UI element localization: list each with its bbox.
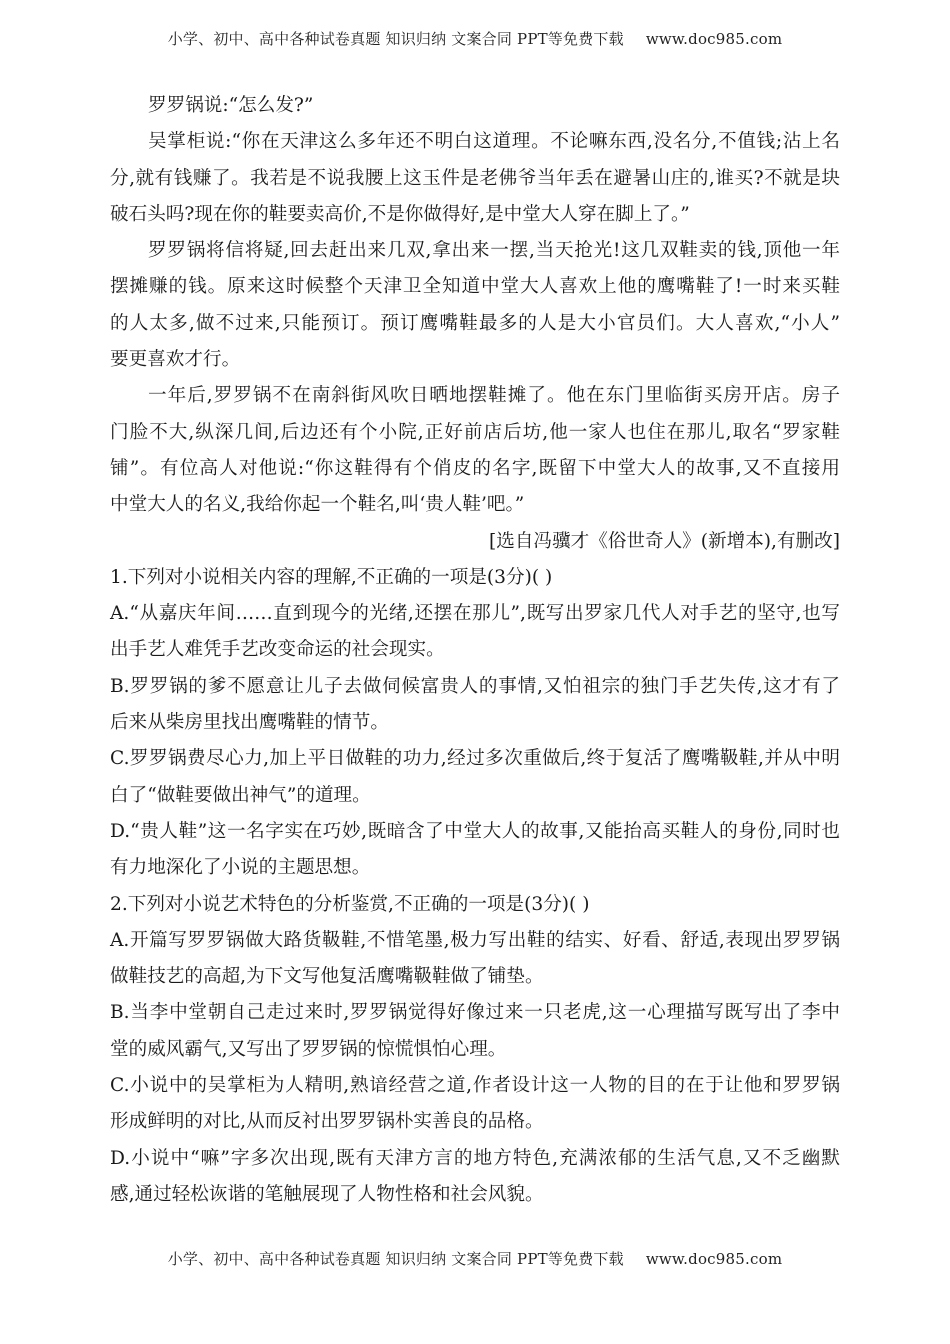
question-2-option-c: C.小说中的吴掌柜为人精明,熟谙经营之道,作者设计这一人物的目的在于让他和罗罗锅	[110, 1075, 840, 1097]
text-line: 一年后,罗罗锅不在南斜街风吹日晒地摆鞋摊了。他在东门里临街买房开店。房子	[148, 385, 840, 407]
footer-text: 小学、初中、高中各种试卷真题 知识归纳 文案合同 PPT等免费下载	[167, 1250, 624, 1268]
text-line: 的人太多,做不过来,只能预订。预订鹰嘴鞋最多的人是大小官员们。大人喜欢,“小人”	[110, 312, 840, 334]
text-line: 形成鲜明的对比,从而反衬出罗罗锅朴实善良的品格。	[110, 1111, 544, 1133]
question-2-option-a: A.开篇写罗罗锅做大路货靸鞋,不惜笔墨,极力写出鞋的结实、好看、舒适,表现出罗罗锅	[110, 929, 840, 951]
text-line: 白了“做鞋要做出神气”的道理。	[110, 784, 371, 806]
document-body	[110, 88, 840, 1213]
text-line: 中堂大人的名义,我给你起一个鞋名,叫‘贵人鞋’吧。”	[110, 494, 525, 516]
text-line: 罗罗锅将信将疑,回去赶出来几双,拿出来一摆,当天抢光!这几双鞋卖的钱,顶他一年	[148, 240, 840, 262]
header-text: 小学、初中、高中各种试卷真题 知识归纳 文案合同 PPT等免费下载	[167, 30, 624, 48]
question-2-option-b: B.当李中堂朝自己走过来时,罗罗锅觉得好像过来一只老虎,这一心理描写既写出了李中	[110, 1002, 840, 1024]
text-line: 分,就有钱赚了。我若是不说我腰上这玉件是老佛爷当年丢在避暑山庄的,谁买?不就是块	[110, 167, 840, 189]
source-citation: [选自冯骥才《俗世奇人》(新增本),有删改]	[488, 530, 840, 552]
question-2-option-d: D.小说中“嘛”字多次出现,既有天津方言的地方特色,充满浓郁的生活气息,又不乏幽默	[110, 1147, 840, 1169]
text-line: 感,通过轻松诙谐的笔触展现了人物性格和社会风貌。	[110, 1183, 544, 1205]
question-1-stem: 1.下列对小说相关内容的理解,不正确的一项是(3分)( )	[110, 566, 553, 588]
text-line: 后来从柴房里找出鹰嘴鞋的情节。	[110, 712, 389, 734]
text-line: 门脸不大,纵深几间,后边还有个小院,正好前店后坊,他一家人也住在那儿,取名“罗家鞋	[110, 421, 840, 443]
page-footer	[0, 1248, 950, 1269]
header-url[interactable]: www.doc985.com	[645, 30, 783, 48]
question-1-option-b: B.罗罗锅的爹不愿意让儿子去做伺候富贵人的事情,又怕祖宗的独门手艺失传,这才有了	[110, 675, 840, 697]
text-line: 破石头吗?现在你的鞋要卖高价,不是你做得好,是中堂大人穿在脚上了。”	[110, 203, 690, 225]
text-line: 堂的威风霸气,又写出了罗罗锅的惊慌惧怕心理。	[110, 1038, 507, 1060]
text-line: 摆摊赚的钱。原来这时候整个天津卫全知道中堂大人喜欢上他的鹰嘴鞋了!一时来买鞋	[110, 276, 840, 298]
text-line: 有力地深化了小说的主题思想。	[110, 857, 371, 879]
text-line: 铺”。有位高人对他说:“你这鞋得有个俏皮的名字,既留下中堂大人的故事,又不直接用	[110, 457, 840, 479]
text-line: 吴掌柜说:“你在天津这么多年还不明白这道理。不论嘛东西,没名分,不值钱;沾上名	[148, 131, 840, 153]
text-line: 要更喜欢才行。	[110, 349, 241, 371]
text-line: 出手艺人难凭手艺改变命运的社会现实。	[110, 639, 445, 661]
footer-url[interactable]: www.doc985.com	[645, 1250, 783, 1268]
question-1-option-a: A.“从嘉庆年间……直到现今的光绪,还摆在那儿”,既写出罗家几代人对手艺的坚守,也写	[110, 603, 840, 625]
text-line: 罗罗锅说:“怎么发?”	[148, 95, 314, 116]
page-header	[0, 28, 950, 49]
question-1-option-c: C.罗罗锅费尽心力,加上平日做鞋的功力,经过多次重做后,终于复活了鹰嘴靸鞋,并从中明	[110, 748, 840, 770]
text-line: 做鞋技艺的高超,为下文写他复活鹰嘴靸鞋做了铺垫。	[110, 966, 544, 988]
question-2-stem: 2.下列对小说艺术特色的分析鉴赏,不正确的一项是(3分)( )	[110, 893, 590, 915]
question-1-option-d: D.“贵人鞋”这一名字实在巧妙,既暗含了中堂大人的故事,又能抬高买鞋人的身份,同时也	[110, 820, 840, 842]
